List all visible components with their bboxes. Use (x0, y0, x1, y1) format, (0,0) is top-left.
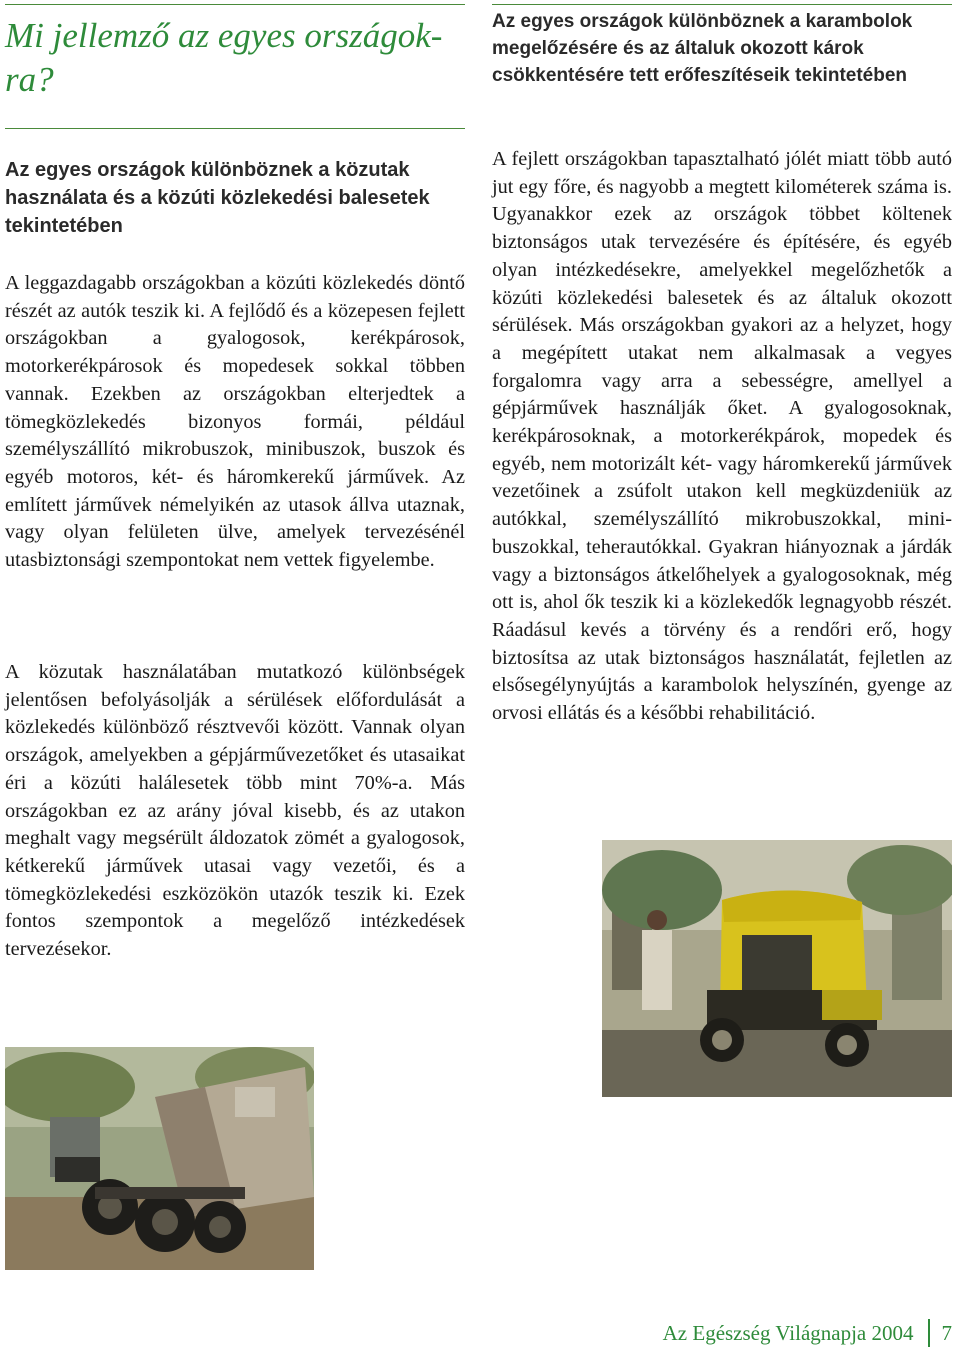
auto-rickshaw-illustration (602, 840, 952, 1097)
left-paragraph-2: A közutak használatában mutatkozó különbségek jelentősen befolyásolják a sérülések előfordulását a közlekedés különböző résztvevői között. Vannak olyan országok, amelyekben a gépjárművezetőket és utasaikat éri a közúti halálesetek több mint 70%-a. Más országokban ez az arány jóval kisebb, és az utakon meghalt vagy megsérült áldozatok zömét a gyalogosok, kétkerekű járművek utasai vagy vezetői, és a tömegközlekedési eszközökön utazók teszik ki. Ezek fontos szempontok a megelőző intézkedések tervezésekor. (5, 661, 465, 961)
left-section-heading: Az egyes országok különböznek a közutak használata és a közúti közlekedési balesetek tekintetében (5, 159, 430, 237)
overturned-truck-photo (5, 1047, 314, 1270)
page-footer (663, 1318, 952, 1348)
top-rule-right (492, 4, 952, 5)
page-number: 7 (941, 1321, 952, 1345)
page-title: Mi jellemző az egyes országokra? (5, 16, 443, 99)
title-underline (5, 128, 465, 129)
footer-publication: Az Egészség Világnapja 2004 (662, 1321, 914, 1345)
auto-rickshaw-photo (602, 840, 952, 1097)
left-paragraph-1: A leggazdagabb országokban a közúti közlekedés döntő részét az autók teszik ki. A fejlődő és a közepesen fejlett országokban a gyalogosok, kerékpárosok, motorkerékpárosok és mopedesek sokkal többen vannak. Ezekben az országokban elterjedtek a tömegközlekedés bizonyos formái, például személyszállító mikrobuszok, minibuszok, buszok és egyéb motoros, két- és háromkerekű járművek. Az említett járművek némelyikén az utasok állva utaznak, vagy olyan felületen ülve, amelyek tervezésénél utasbiztonsági szempontokat nem vettek figyelembe. (5, 272, 465, 572)
footer-divider (928, 1319, 930, 1347)
top-rule-left (5, 4, 465, 5)
overturned-truck-illustration (5, 1047, 314, 1270)
right-paragraph-1: A fejlett országokban tapasztalható jólét miatt több autó jut egy főre, és nagyobb a megtett kilométerek száma is. Ugyanakkor ezek az országok többet költenek biztonságos utak tervezésére és építésére, és egyéb olyan intézkedésekre, amelyekkel megelőzhetők a közúti közlekedési balesetek és az általuk okozott sérülések. Más országokban gyakori az a helyzet, hogy a megépített utakat nem alkalmasak a vegyes forgalomra vagy arra a sebességre, amellyel a gépjárművek használják őket. A gyalogosoknak, kerékpárosoknak, a motorkerékpárok, mopedek és egyéb, nem motorizált két- vagy háromkerekű járművek vezetőinek a zsúfolt utakon kell megküzdeniük az autókkal, személyszállító mikrobuszokkal, minibuszokkal, teherautókkal. Gyakran hiányoznak a járdák vagy a biztonságos átkelőhelyek a gyalogosoknak, még ott is, ahol ők teszik ki a közlekedők legnagyobb részét. Ráadásul kevés a törvény és a rendőri erő, hogy biztosítsa az utak biztonságos használatát, fejletlen az elsősegélynyújtás a karambolok helyszínén, gyenge az orvosi ellátás és a későbbi rehabilitáció. (492, 148, 952, 725)
right-section-heading: Az egyes országok különböznek a karambolok megelőzésére és az általuk okozott károk csökkentésére tett erőfeszítéseik tekintetében (492, 11, 913, 86)
